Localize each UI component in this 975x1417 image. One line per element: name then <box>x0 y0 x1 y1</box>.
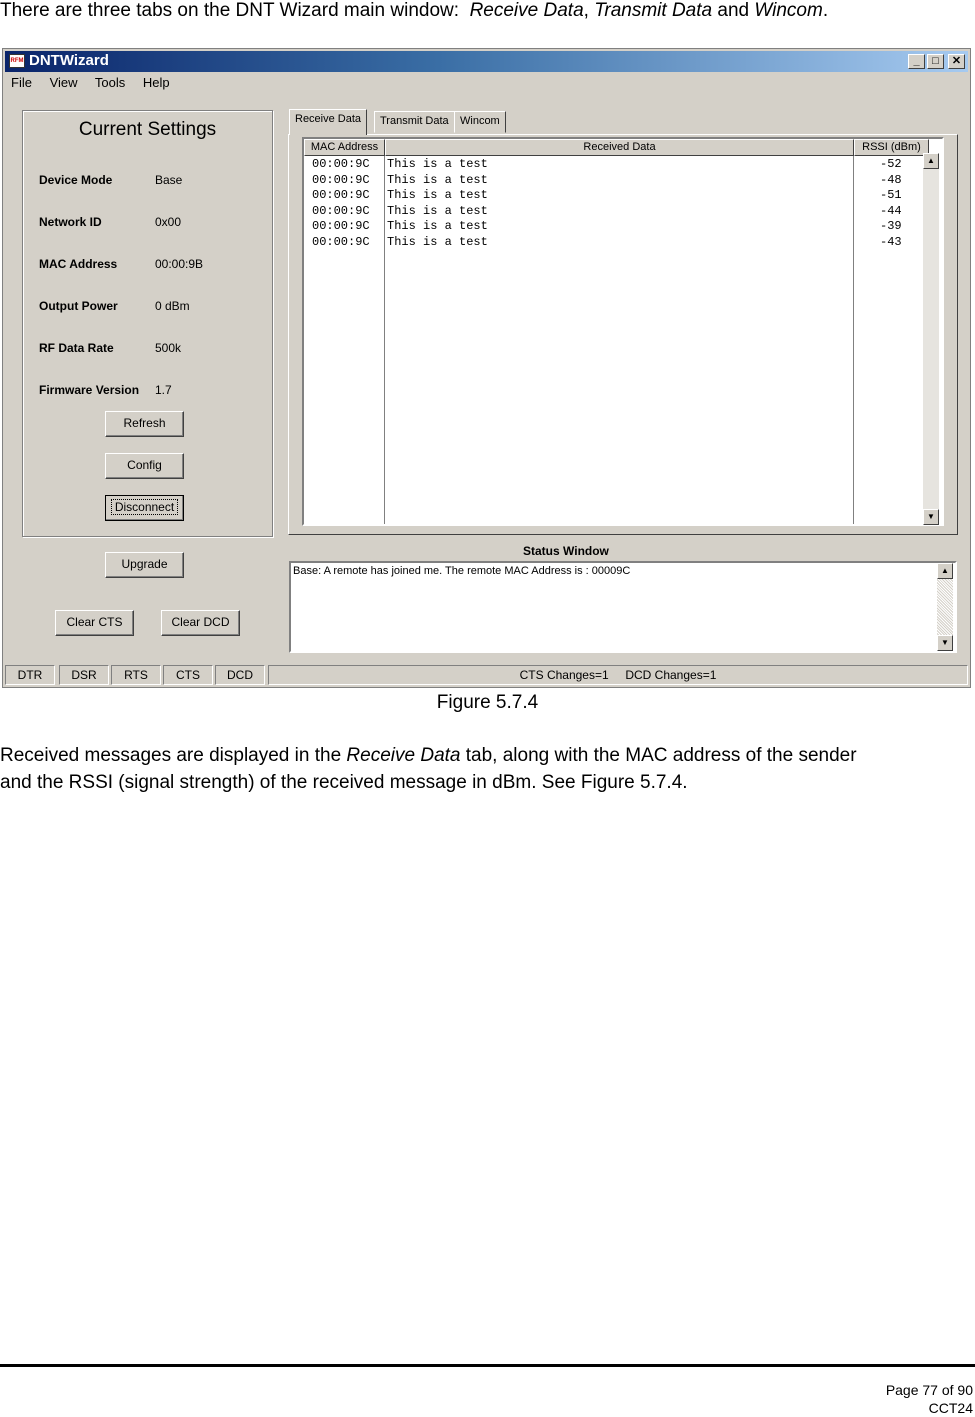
device-mode-value: Base <box>155 173 183 187</box>
receive-rows <box>304 157 924 251</box>
intro-text: There are three tabs on the DNT Wizard main window: <box>0 0 460 21</box>
statusbar-cts: CTS <box>163 665 213 685</box>
row-data: This is a test <box>387 203 488 218</box>
row-rssi: -44 <box>880 203 902 218</box>
table-row[interactable] <box>304 188 924 204</box>
menu-help[interactable]: Help <box>142 75 170 90</box>
disconnect-button[interactable] <box>105 495 184 521</box>
rf-data-rate-label: RF Data Rate <box>39 341 114 355</box>
menu-bar <box>11 75 184 90</box>
row-data: This is a test <box>387 188 488 203</box>
para-text: Received messages are displayed in the <box>0 745 342 766</box>
tab-transmit-data[interactable]: Transmit Data <box>374 111 455 133</box>
para-line-2: and the RSSI (signal strength) of the received message in dBm. See Figure 5.7.4. <box>0 772 688 793</box>
clear-cts-button[interactable]: Clear CTS <box>55 610 134 636</box>
row-mac: 00:00:9C <box>312 188 370 203</box>
clear-dcd-button[interactable]: Clear DCD <box>161 610 240 636</box>
list-scrollbar[interactable] <box>923 153 939 525</box>
page-footer <box>886 1381 973 1417</box>
title-bar[interactable] <box>5 51 968 72</box>
upgrade-button[interactable]: Upgrade <box>105 552 184 578</box>
menu-file[interactable]: File <box>11 75 32 90</box>
firmware-version-label: Firmware Version <box>39 383 140 397</box>
config-button[interactable]: Config <box>105 453 184 479</box>
mac-address-value: 00:00:9B <box>155 257 204 271</box>
table-row[interactable] <box>304 157 924 173</box>
intro-tab-wincom: Wincom <box>754 0 823 21</box>
row-mac: 00:00:9C <box>312 157 370 171</box>
scroll-up-arrow-icon[interactable]: ▲ <box>937 563 953 579</box>
row-mac: 00:00:9C <box>312 234 370 249</box>
status-scrollbar[interactable] <box>937 563 953 651</box>
table-row[interactable] <box>304 204 924 220</box>
app-icon: RFM <box>9 54 25 68</box>
body-paragraph <box>0 742 960 796</box>
column-header-rssi[interactable]: RSSI (dBm) <box>854 139 929 156</box>
rf-data-rate-value: 500k <box>155 341 182 355</box>
receive-data-list[interactable] <box>302 137 944 526</box>
row-rssi: -52 <box>880 157 902 171</box>
scroll-down-arrow-icon[interactable]: ▼ <box>923 509 939 525</box>
column-header-received-data[interactable]: Received Data <box>385 139 854 156</box>
status-window[interactable] <box>289 561 957 653</box>
footer-rule <box>0 1364 975 1367</box>
row-rssi: -43 <box>880 234 902 249</box>
settings-title: Current Settings <box>78 119 217 140</box>
menu-view[interactable]: View <box>49 75 78 90</box>
statusbar-dcd: DCD <box>215 665 265 685</box>
status-message: Base: A remote has joined me. The remote MAC Address is : 00009C <box>293 565 631 577</box>
current-settings-panel <box>22 110 273 537</box>
intro-paragraph <box>0 0 975 24</box>
doc-code: CCT24 <box>928 1400 973 1416</box>
intro-comma: , <box>583 0 589 21</box>
row-rssi: -48 <box>880 172 902 187</box>
row-data: This is a test <box>387 172 488 187</box>
row-mac: 00:00:9C <box>312 172 370 187</box>
statusbar-dsr: DSR <box>59 665 109 685</box>
scroll-down-arrow-icon[interactable]: ▼ <box>937 635 953 651</box>
column-header-mac[interactable]: MAC Address <box>304 139 385 156</box>
table-row[interactable] <box>304 173 924 189</box>
statusbar-dtr: DTR <box>5 665 55 685</box>
row-data: This is a test <box>387 234 488 249</box>
menu-tools[interactable]: Tools <box>94 75 126 90</box>
disconnect-label: Disconnect <box>112 500 177 514</box>
intro-and: and <box>717 0 750 21</box>
refresh-button[interactable]: Refresh <box>105 411 184 437</box>
network-id-value: 0x00 <box>155 215 182 229</box>
tab-wincom[interactable]: Wincom <box>454 111 506 133</box>
intro-tab-transmit: Transmit Data <box>594 0 713 21</box>
page-number: Page 77 of 90 <box>885 1382 973 1398</box>
figure-caption: Figure 5.7.4 <box>436 692 539 713</box>
status-window-title: Status Window <box>523 544 609 558</box>
para-text-cont: tab, along with the MAC address of the sender <box>465 745 857 766</box>
row-mac: 00:00:9C <box>312 203 370 218</box>
para-tab-receive: Receive Data <box>346 745 461 766</box>
output-power-value: 0 dBm <box>155 299 190 313</box>
scroll-up-arrow-icon[interactable]: ▲ <box>923 153 939 169</box>
device-mode-label: Device Mode <box>39 173 113 187</box>
dntwizard-window <box>2 48 971 688</box>
maximize-button[interactable]: □ <box>927 54 944 69</box>
minimize-button[interactable]: _ <box>908 54 925 69</box>
window-title: DNTWizard <box>29 52 109 69</box>
statusbar-rts: RTS <box>111 665 161 685</box>
intro-tab-receive: Receive Data <box>469 0 584 21</box>
table-row[interactable] <box>304 235 924 251</box>
row-rssi: -39 <box>880 219 902 234</box>
firmware-version-value: 1.7 <box>155 383 172 397</box>
mac-address-label: MAC Address <box>39 257 118 271</box>
table-row[interactable] <box>304 219 924 235</box>
tab-receive-data[interactable]: Receive Data <box>289 109 367 135</box>
row-mac: 00:00:9C <box>312 219 370 234</box>
statusbar-changes: CTS Changes=1 DCD Changes=1 <box>268 665 968 685</box>
output-power-label: Output Power <box>39 299 118 313</box>
row-data: This is a test <box>387 157 488 171</box>
close-button[interactable]: ✕ <box>948 54 965 69</box>
row-data: This is a test <box>387 219 488 234</box>
row-rssi: -51 <box>880 188 902 203</box>
intro-period: . <box>822 0 829 21</box>
network-id-label: Network ID <box>39 215 102 229</box>
